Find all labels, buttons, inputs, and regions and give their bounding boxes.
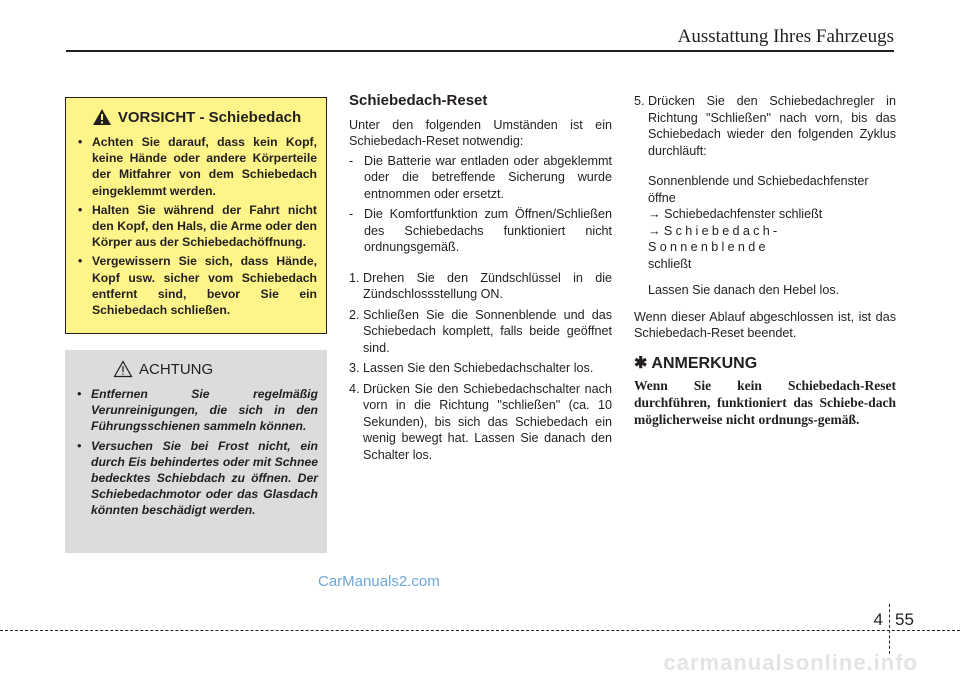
- step-item: [349, 307, 612, 357]
- step-text: Lassen Sie den Schiebedachschalter los.: [363, 361, 594, 375]
- caution-item: • Vergewissern Sie sich, dass Hände, Kopf usw. sicher vom Schiebedach entfernt sind, bevor Sie ein Schiebedach schließen.: [76, 253, 317, 318]
- caution-title-text: VORSICHT - Schiebedach: [117, 108, 302, 126]
- step-number: 1.: [349, 270, 360, 285]
- achtung-box: [65, 350, 327, 553]
- header-title: Ausstattung Ihres Fahrzeugs: [677, 26, 894, 47]
- reset-continued: [634, 93, 896, 428]
- warning-icon: [92, 108, 112, 126]
- cycle-line: →Schiebedach-Sonnenblende: [648, 223, 781, 254]
- reset-intro: Unter den folgenden Umständen ist ein Schiebedach-Reset notwendig:: [349, 117, 612, 148]
- step-text: Drücken Sie den Schiebedachregler in Richtung "Schließen" nach vorn, bis das Schiebedach wieder den folgenden Zyklus durchläuft:: [648, 94, 896, 158]
- footer-separator: [889, 604, 890, 654]
- cycle-line: schließt: [648, 256, 692, 271]
- step-text: Drehen Sie den Zündschlüssel in die Zündschlossstellung ON.: [363, 270, 612, 301]
- caution-title: [76, 108, 317, 126]
- cycle-description: [634, 173, 896, 272]
- arrow-icon: →: [648, 223, 664, 238]
- note-heading: [634, 356, 896, 373]
- chapter-number: 4: [873, 610, 883, 629]
- step-text: Drücken Sie den Schiebedachschalter nach vorn in die Richtung "schließen" (ca. 10 Sekunden), bis sich das Schiebedach ein wenig bewegt hat. Lassen Sie danach den Schalter los.: [363, 381, 612, 462]
- step-number: 2.: [349, 307, 360, 322]
- note-heading-text: ANMERKUNG: [651, 354, 758, 372]
- cycle-line: Sonnenblende und Schiebedachfenster öffne: [648, 174, 869, 205]
- page-number: 55: [895, 610, 914, 629]
- caution-item: • Achten Sie darauf, dass kein Kopf, keine Hände oder andere Körperteile der Mitfahrer von dem Schiebedach eingeklemmt werden.: [76, 134, 317, 199]
- section-heading: Schiebedach-Reset: [349, 92, 488, 109]
- watermark-link[interactable]: CarManuals2.com: [318, 573, 440, 590]
- arrow-icon: →: [648, 207, 661, 221]
- achtung-item: • Entfernen Sie regelmäßig Verunreinigungen, die sich in den Führungsschienen sammeln können.: [75, 386, 318, 435]
- step-number: 4.: [349, 381, 360, 396]
- step-number: 5.: [634, 94, 645, 108]
- asterisk-icon: ✱: [634, 354, 648, 372]
- caution-item: • Halten Sie während der Fahrt nicht den Kopf, den Hals, die Arme oder den Körper aus der Schiebedachöffnung.: [76, 202, 317, 251]
- footer-divider: [0, 630, 960, 631]
- achtung-title-text: ACHTUNG: [139, 360, 214, 378]
- achtung-item: • Versuchen Sie bei Frost nicht, ein durch Eis behindertes oder mit Schnee bedecktes Schiebdach zu öffnen. Der Schiebedachmotor oder das Glasdach könnten beschädigt werden.: [75, 438, 318, 519]
- condition-text: Die Batterie war entladen oder abgeklemmt oder die betreffende Sicherung wurde entnommen oder ersetzt.: [364, 153, 612, 201]
- achtung-list: [75, 386, 318, 519]
- caution-box: [65, 97, 327, 334]
- caution-triangle-icon: [113, 360, 133, 378]
- condition-item: - Die Komfortfunktion zum Öffnen/Schließen des Schiebedachs funktioniert nicht ordnungsgemäß.: [349, 207, 612, 254]
- achtung-title: [75, 360, 318, 378]
- step-number: 3.: [349, 361, 360, 375]
- reset-conclusion: Wenn dieser Ablauf abgeschlossen ist, ist das Schiebedach-Reset beendet.: [634, 309, 896, 340]
- step-text: Schließen Sie die Sonnenblende und das Schiebedach komplett, falls beide geöffnet sind.: [363, 307, 612, 355]
- step-item: [634, 93, 896, 159]
- release-instruction: Lassen Sie danach den Hebel los.: [648, 283, 840, 297]
- note-text: Wenn Sie kein Schiebedach-Reset durchführen, funktioniert das Schiebe-dach möglicherweise nicht ordnungs-gemäß.: [634, 378, 896, 427]
- reset-section: [349, 93, 612, 467]
- step-item: [349, 270, 612, 303]
- caution-list: [76, 134, 317, 318]
- header-divider: [66, 50, 894, 52]
- cycle-line: → Schiebedachfenster schließt: [648, 207, 823, 221]
- condition-text: Die Komfortfunktion zum Öffnen/Schließen des Schiebedachs funktioniert nicht ordnungsgemäß.: [364, 207, 612, 254]
- step-item: [349, 381, 612, 464]
- condition-item: - Die Batterie war entladen oder abgeklemmt oder die betreffende Sicherung wurde entnommen oder ersetzt.: [349, 153, 612, 201]
- site-watermark: carmanualsonline.info: [663, 650, 918, 675]
- step-item: [349, 360, 612, 377]
